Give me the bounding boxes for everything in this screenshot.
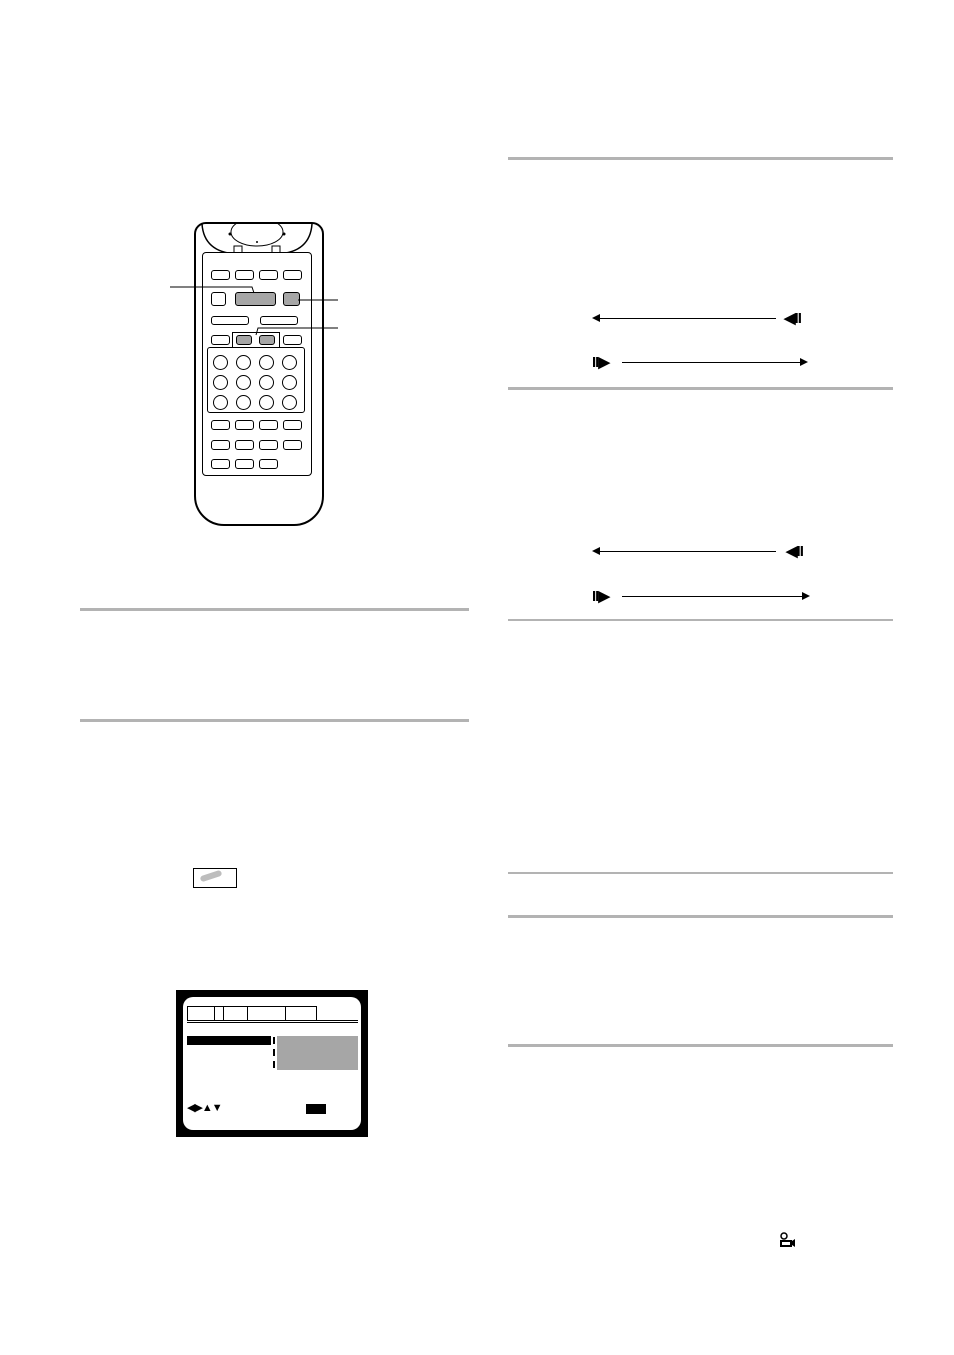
step-forward-icon: II▶ <box>592 588 609 605</box>
camera-angle-icon <box>778 1232 796 1250</box>
number-key <box>213 395 228 410</box>
osd-nav-arrows-icon: ◀▶▲▼ <box>187 1102 222 1114</box>
remote-button <box>235 270 254 280</box>
osd-button-indicator <box>306 1104 326 1114</box>
section-divider <box>80 608 469 611</box>
remote-button <box>283 270 302 280</box>
play-mode-icon <box>193 868 237 888</box>
number-key <box>282 355 297 370</box>
arrow-right-icon <box>800 358 808 366</box>
section-divider <box>508 915 893 918</box>
number-key <box>213 375 228 390</box>
step-reverse-icon: ◀II <box>784 310 801 327</box>
step-forward-icon: II▶ <box>592 354 609 371</box>
osd-option-marker <box>273 1061 275 1068</box>
arrow-line <box>600 318 776 319</box>
number-key <box>259 355 274 370</box>
section-divider <box>508 157 893 160</box>
arrow-left-icon <box>592 547 600 555</box>
osd-tab <box>223 1006 248 1021</box>
osd-option-marker <box>273 1037 275 1044</box>
osd-tab-baseline <box>187 1020 358 1021</box>
remote-button <box>259 420 278 430</box>
remote-button <box>211 440 230 450</box>
number-key <box>282 375 297 390</box>
osd-selected-item <box>187 1036 271 1045</box>
section-divider <box>80 719 469 722</box>
number-key <box>236 355 251 370</box>
section-divider <box>508 872 893 874</box>
callout-lines <box>170 280 340 340</box>
section-divider <box>508 1044 893 1047</box>
remote-button <box>211 459 230 469</box>
number-key <box>259 395 274 410</box>
remote-button <box>259 440 278 450</box>
osd-tab <box>247 1006 286 1021</box>
remote-button <box>235 440 254 450</box>
osd-setting-panel <box>277 1036 358 1070</box>
remote-button <box>259 459 278 469</box>
osd-tab-baseline <box>187 1022 358 1023</box>
step-reverse-icon: ◀II <box>786 543 803 560</box>
remote-button <box>235 420 254 430</box>
remote-button <box>259 270 278 280</box>
arrow-line <box>622 362 800 363</box>
section-divider <box>508 619 893 621</box>
number-key <box>213 355 228 370</box>
arrow-right-icon <box>802 592 810 600</box>
osd-option-marker <box>273 1049 275 1056</box>
osd-tab <box>285 1006 317 1021</box>
remote-button <box>283 440 302 450</box>
osd-tab <box>187 1006 215 1021</box>
number-key <box>282 395 297 410</box>
remote-button <box>211 420 230 430</box>
number-key <box>236 395 251 410</box>
remote-button <box>211 270 230 280</box>
arrow-line <box>600 551 776 552</box>
remote-button <box>283 420 302 430</box>
number-key <box>259 375 274 390</box>
section-divider <box>508 387 893 390</box>
arrow-line <box>622 596 802 597</box>
arrow-left-icon <box>592 314 600 322</box>
remote-button <box>235 459 254 469</box>
number-key <box>236 375 251 390</box>
